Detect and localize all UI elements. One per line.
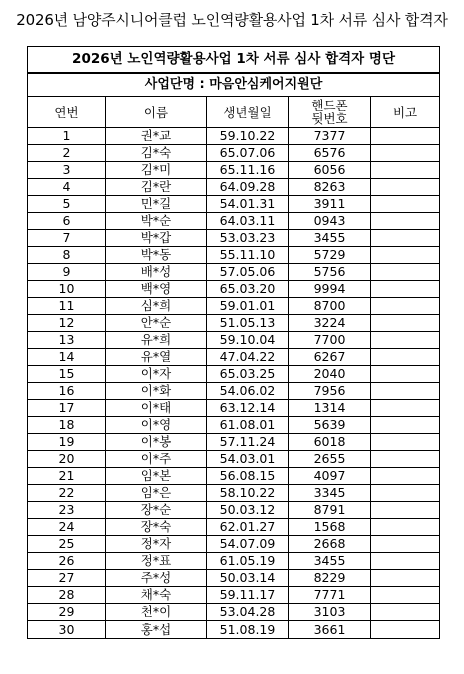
table-row	[28, 247, 440, 264]
table-row	[28, 400, 440, 417]
cell-birth: 57.11.24	[207, 434, 289, 451]
cell-name: 유*희	[106, 332, 207, 349]
cell-no: 10	[28, 281, 106, 298]
cell-phone: 8700	[289, 298, 371, 315]
cell-note	[371, 315, 440, 332]
cell-name: 김*란	[106, 179, 207, 196]
cell-birth: 50.03.14	[207, 570, 289, 587]
cell-no: 30	[28, 621, 106, 639]
cell-phone: 8791	[289, 502, 371, 519]
table-row	[28, 604, 440, 621]
cell-note	[371, 604, 440, 621]
cell-phone: 6056	[289, 162, 371, 179]
cell-note	[371, 247, 440, 264]
table-row	[28, 298, 440, 315]
cell-name: 천*이	[106, 604, 207, 621]
cell-phone: 6018	[289, 434, 371, 451]
table-row	[28, 162, 440, 179]
table-row	[28, 553, 440, 570]
cell-phone: 7956	[289, 383, 371, 400]
document-title: 2026년 남양주시니어클럽 노인역량활용사업 1차 서류 심사 합격자	[16, 11, 448, 29]
cell-note	[371, 145, 440, 162]
header-phone-line2: 뒷번호	[311, 111, 348, 126]
cell-phone: 9994	[289, 281, 371, 298]
cell-note	[371, 128, 440, 145]
table-title: 2026년 노인역량활용사업 1차 서류 심사 합격자 명단	[28, 47, 440, 74]
cell-name: 이*주	[106, 451, 207, 468]
cell-no: 6	[28, 213, 106, 230]
cell-birth: 65.03.25	[207, 366, 289, 383]
cell-birth: 53.03.23	[207, 230, 289, 247]
table-row	[28, 383, 440, 400]
cell-note	[371, 570, 440, 587]
cell-name: 정*자	[106, 536, 207, 553]
cell-birth: 61.08.01	[207, 417, 289, 434]
cell-note	[371, 400, 440, 417]
cell-birth: 62.01.27	[207, 519, 289, 536]
cell-no: 3	[28, 162, 106, 179]
table-row	[28, 264, 440, 281]
cell-phone: 0943	[289, 213, 371, 230]
cell-name: 박*갑	[106, 230, 207, 247]
cell-no: 22	[28, 485, 106, 502]
cell-phone: 8229	[289, 570, 371, 587]
cell-phone: 6576	[289, 145, 371, 162]
cell-note	[371, 417, 440, 434]
cell-no: 14	[28, 349, 106, 366]
cell-note	[371, 366, 440, 383]
cell-birth: 47.04.22	[207, 349, 289, 366]
cell-name: 주*성	[106, 570, 207, 587]
cell-note	[371, 196, 440, 213]
table-row	[28, 536, 440, 553]
table-row	[28, 519, 440, 536]
cell-note	[371, 264, 440, 281]
cell-name: 채*숙	[106, 587, 207, 604]
cell-name: 권*교	[106, 128, 207, 145]
cell-name: 장*순	[106, 502, 207, 519]
org-row	[28, 73, 440, 97]
cell-birth: 58.10.22	[207, 485, 289, 502]
cell-name: 장*숙	[106, 519, 207, 536]
cell-no: 27	[28, 570, 106, 587]
cell-phone: 5729	[289, 247, 371, 264]
table-row	[28, 332, 440, 349]
cell-birth: 54.03.01	[207, 451, 289, 468]
header-note: 비고	[371, 97, 440, 128]
cell-phone: 3661	[289, 621, 371, 639]
cell-no: 29	[28, 604, 106, 621]
cell-no: 18	[28, 417, 106, 434]
cell-phone: 2040	[289, 366, 371, 383]
cell-phone: 3455	[289, 230, 371, 247]
cell-phone: 4097	[289, 468, 371, 485]
cell-phone: 8263	[289, 179, 371, 196]
cell-no: 8	[28, 247, 106, 264]
table-row	[28, 451, 440, 468]
cell-no: 15	[28, 366, 106, 383]
table-row	[28, 366, 440, 383]
cell-birth: 59.10.04	[207, 332, 289, 349]
cell-birth: 54.01.31	[207, 196, 289, 213]
cell-name: 안*순	[106, 315, 207, 332]
cell-birth: 50.03.12	[207, 502, 289, 519]
cell-note	[371, 468, 440, 485]
cell-note	[371, 298, 440, 315]
cell-birth: 61.05.19	[207, 553, 289, 570]
table-row	[28, 179, 440, 196]
header-phone-line1: 핸드폰	[311, 98, 348, 113]
cell-name: 이*영	[106, 417, 207, 434]
cell-phone: 7377	[289, 128, 371, 145]
cell-no: 5	[28, 196, 106, 213]
cell-name: 홍*섭	[106, 621, 207, 639]
cell-phone: 7700	[289, 332, 371, 349]
cell-birth: 59.11.17	[207, 587, 289, 604]
cell-no: 7	[28, 230, 106, 247]
cell-note	[371, 162, 440, 179]
cell-birth: 54.06.02	[207, 383, 289, 400]
cell-no: 26	[28, 553, 106, 570]
table-row	[28, 315, 440, 332]
cell-note	[371, 621, 440, 639]
cell-birth: 65.11.16	[207, 162, 289, 179]
cell-birth: 54.07.09	[207, 536, 289, 553]
column-header-row	[28, 97, 440, 128]
cell-birth: 51.05.13	[207, 315, 289, 332]
cell-name: 김*미	[106, 162, 207, 179]
cell-name: 정*표	[106, 553, 207, 570]
table-row	[28, 621, 440, 639]
header-birth: 생년월일	[207, 97, 289, 128]
cell-name: 김*숙	[106, 145, 207, 162]
cell-note	[371, 485, 440, 502]
table-row	[28, 570, 440, 587]
cell-note	[371, 230, 440, 247]
cell-phone: 5756	[289, 264, 371, 281]
cell-name: 민*길	[106, 196, 207, 213]
cell-name: 심*희	[106, 298, 207, 315]
cell-no: 9	[28, 264, 106, 281]
cell-phone: 6267	[289, 349, 371, 366]
cell-phone: 3911	[289, 196, 371, 213]
table-row	[28, 485, 440, 502]
cell-name: 이*봉	[106, 434, 207, 451]
cell-no: 16	[28, 383, 106, 400]
cell-phone: 5639	[289, 417, 371, 434]
table-row	[28, 502, 440, 519]
cell-phone: 3103	[289, 604, 371, 621]
table-row	[28, 128, 440, 145]
table-row	[28, 434, 440, 451]
cell-name: 이*화	[106, 383, 207, 400]
cell-phone: 2668	[289, 536, 371, 553]
cell-birth: 64.09.28	[207, 179, 289, 196]
cell-name: 이*태	[106, 400, 207, 417]
cell-name: 박*순	[106, 213, 207, 230]
cell-birth: 51.08.19	[207, 621, 289, 639]
cell-no: 4	[28, 179, 106, 196]
cell-no: 13	[28, 332, 106, 349]
cell-birth: 57.05.06	[207, 264, 289, 281]
table-row	[28, 230, 440, 247]
cell-name: 임*본	[106, 468, 207, 485]
table-row	[28, 213, 440, 230]
cell-note	[371, 553, 440, 570]
header-name: 이름	[106, 97, 207, 128]
cell-birth: 64.03.11	[207, 213, 289, 230]
cell-note	[371, 281, 440, 298]
table-row	[28, 145, 440, 162]
cell-note	[371, 179, 440, 196]
cell-no: 24	[28, 519, 106, 536]
cell-no: 2	[28, 145, 106, 162]
cell-no: 12	[28, 315, 106, 332]
header-no: 연번	[28, 97, 106, 128]
cell-birth: 56.08.15	[207, 468, 289, 485]
table-title-row	[28, 47, 440, 74]
cell-phone: 3345	[289, 485, 371, 502]
cell-note	[371, 536, 440, 553]
cell-note	[371, 451, 440, 468]
cell-birth: 59.10.22	[207, 128, 289, 145]
cell-phone: 3224	[289, 315, 371, 332]
cell-phone: 1568	[289, 519, 371, 536]
cell-birth: 65.07.06	[207, 145, 289, 162]
cell-note	[371, 349, 440, 366]
cell-phone: 3455	[289, 553, 371, 570]
cell-no: 11	[28, 298, 106, 315]
table-row	[28, 196, 440, 213]
cell-no: 19	[28, 434, 106, 451]
cell-no: 28	[28, 587, 106, 604]
org-label: 사업단명 : 마음안심케어지원단	[28, 73, 440, 97]
cell-name: 임*은	[106, 485, 207, 502]
cell-note	[371, 332, 440, 349]
table-row	[28, 587, 440, 604]
cell-name: 백*영	[106, 281, 207, 298]
table-row	[28, 417, 440, 434]
cell-birth: 59.01.01	[207, 298, 289, 315]
cell-name: 박*동	[106, 247, 207, 264]
header-phone	[289, 97, 371, 128]
cell-note	[371, 213, 440, 230]
cell-note	[371, 502, 440, 519]
cell-no: 23	[28, 502, 106, 519]
cell-name: 이*자	[106, 366, 207, 383]
cell-name: 배*성	[106, 264, 207, 281]
cell-no: 1	[28, 128, 106, 145]
applicant-table	[27, 46, 440, 639]
cell-birth: 63.12.14	[207, 400, 289, 417]
table-row	[28, 349, 440, 366]
cell-birth: 65.03.20	[207, 281, 289, 298]
cell-note	[371, 519, 440, 536]
table-row	[28, 468, 440, 485]
cell-phone: 1314	[289, 400, 371, 417]
cell-no: 21	[28, 468, 106, 485]
cell-note	[371, 434, 440, 451]
cell-birth: 53.04.28	[207, 604, 289, 621]
cell-name: 유*열	[106, 349, 207, 366]
cell-no: 20	[28, 451, 106, 468]
cell-note	[371, 383, 440, 400]
cell-note	[371, 587, 440, 604]
cell-no: 25	[28, 536, 106, 553]
cell-phone: 7771	[289, 587, 371, 604]
table-row	[28, 281, 440, 298]
cell-no: 17	[28, 400, 106, 417]
cell-birth: 55.11.10	[207, 247, 289, 264]
cell-phone: 2655	[289, 451, 371, 468]
